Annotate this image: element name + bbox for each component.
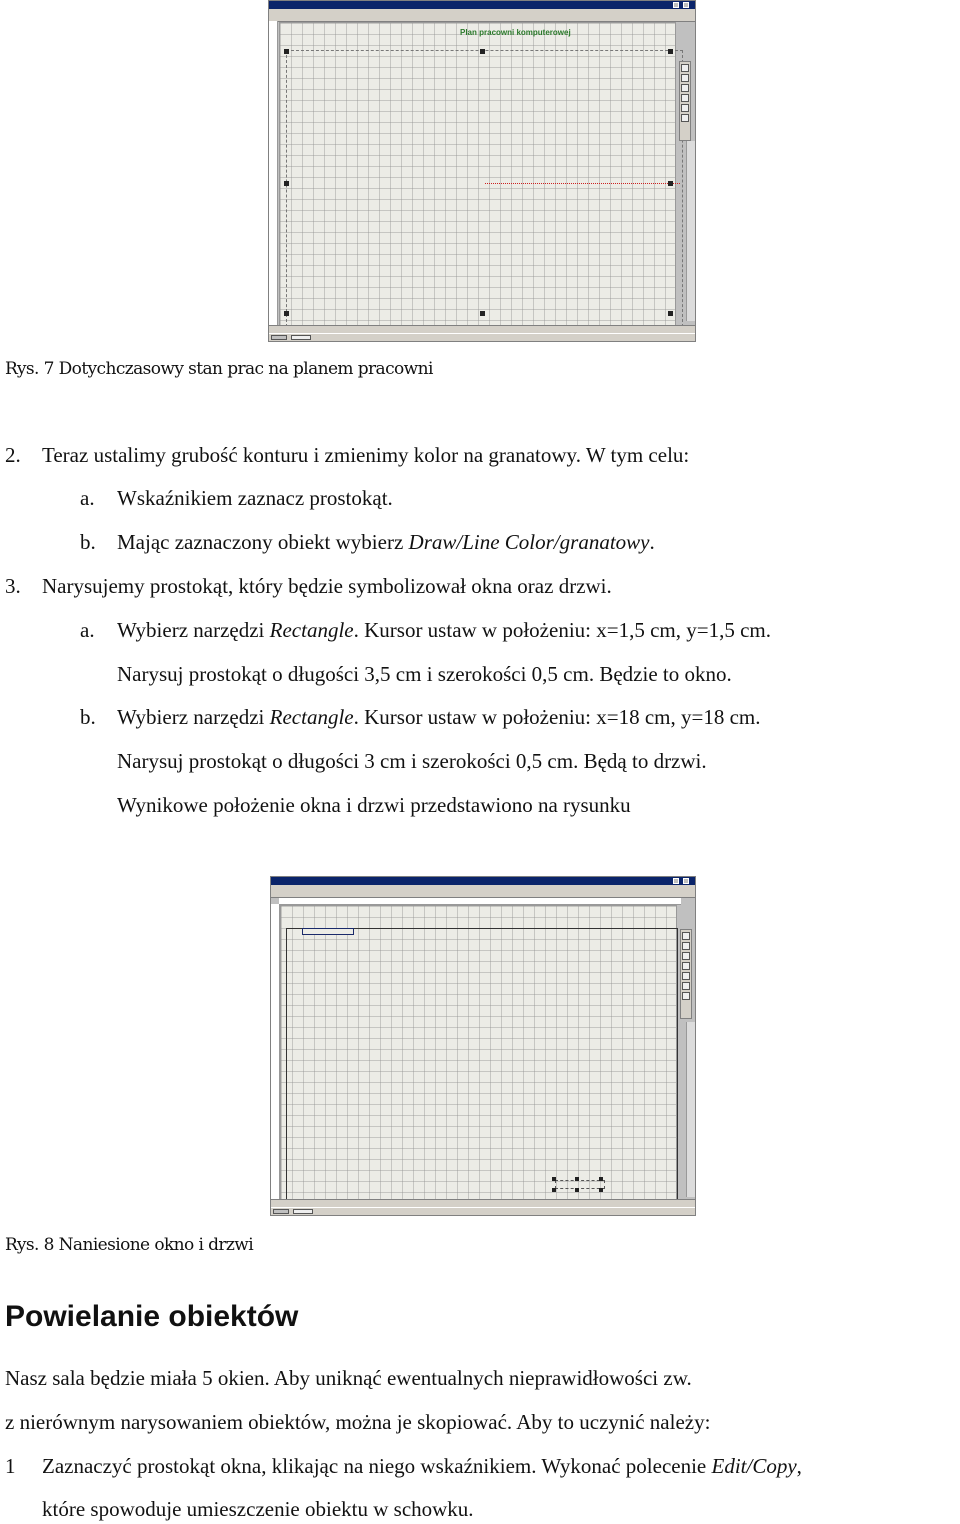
door-selection-handle[interactable] <box>575 1188 579 1192</box>
minimize-icon[interactable] <box>673 878 679 884</box>
paragraph-line-1: Nasz sala będzie miała 5 okien. Aby uniknąć ewentualnych nieprawidłowości zw. <box>5 1366 692 1390</box>
figure-1-screenshot <box>268 0 696 342</box>
door-selection-handle[interactable] <box>552 1188 556 1192</box>
figure-1-caption: Rys. 7 Dotychczasowy stan prac na planem pracowni <box>5 359 433 379</box>
close-icon[interactable] <box>683 2 689 8</box>
connector-tool-icon[interactable] <box>682 992 690 1000</box>
taskbar <box>271 1207 695 1215</box>
taskbar <box>269 333 695 341</box>
door-selection-handle[interactable] <box>552 1177 556 1181</box>
step-3b-result: Wynikowe położenie okna i drzwi przedstawiono na rysunku <box>117 793 631 817</box>
drawing-page[interactable] <box>280 905 677 1201</box>
line-tool-icon[interactable] <box>682 942 690 950</box>
rectangle-tool-icon[interactable] <box>682 952 690 960</box>
line-tool-icon[interactable] <box>681 74 689 82</box>
selection-handle[interactable] <box>284 181 289 186</box>
vertical-scrollbar[interactable] <box>686 1022 695 1197</box>
step-2b: b. Mając zaznaczony obiekt wybierz Draw/Line Color/granatowy. <box>80 530 655 554</box>
list-item-1-continued: które spowoduje umieszczenie obiektu w schowku. <box>42 1497 474 1521</box>
step-2a: a. Wskaźnikiem zaznacz prostokąt. <box>80 486 393 510</box>
window-titlebar <box>271 877 695 885</box>
menu-bar <box>269 9 695 16</box>
drawing-tools-palette <box>679 61 691 141</box>
step-3b: b. Wybierz narzędzi Rectangle. Kursor ustaw w położeniu: x=18 cm, y=18 cm. <box>80 705 761 729</box>
selected-room-outline[interactable] <box>286 50 683 327</box>
step-3: 3. Narysujemy prostokąt, który będzie symbolizował okna oraz drzwi. <box>5 574 612 598</box>
horizontal-ruler <box>279 898 681 905</box>
start-button[interactable] <box>273 1209 289 1214</box>
step-3b-continued: Narysuj prostokąt o długości 3 cm i szerokości 0,5 cm. Będą to drzwi. <box>117 749 707 773</box>
pencil-tool-icon[interactable] <box>682 982 690 990</box>
taskbar-app-button[interactable] <box>293 1209 313 1214</box>
text-tool-icon[interactable] <box>682 972 690 980</box>
drawing-tools-palette <box>680 929 692 1019</box>
vertical-ruler <box>269 21 278 326</box>
start-button[interactable] <box>271 335 287 340</box>
door-selection-handle[interactable] <box>599 1188 603 1192</box>
selection-handle[interactable] <box>284 311 289 316</box>
figure-2-screenshot <box>270 876 696 1216</box>
ellipse-tool-icon[interactable] <box>681 94 689 102</box>
pointer-tool-icon[interactable] <box>682 932 690 940</box>
rectangle-tool-icon[interactable] <box>681 84 689 92</box>
figure-2-caption: Rys. 8 Naniesione okno i drzwi <box>5 1235 254 1255</box>
door-selection-handle[interactable] <box>575 1177 579 1181</box>
text-tool-icon[interactable] <box>681 104 689 112</box>
menu-bar <box>271 885 695 892</box>
selection-handle[interactable] <box>668 311 673 316</box>
list-item-1: 1 Zaznaczyć prostokąt okna, klikając na niego wskaźnikiem. Wykonać polecenie Edit/Copy, <box>5 1454 802 1478</box>
selection-handle[interactable] <box>668 181 673 186</box>
door-rectangle[interactable] <box>555 1180 605 1189</box>
step-3a-continued: Narysuj prostokąt o długości 3,5 cm i szerokości 0,5 cm. Będzie to okno. <box>117 662 732 686</box>
selection-handle[interactable] <box>668 49 673 54</box>
taskbar-app-button[interactable] <box>291 335 311 340</box>
drawing-page[interactable] <box>279 22 676 328</box>
paragraph-line-2: z nierównym narysowaniem obiektów, można je skopiować. Aby to uczynić należy: <box>5 1410 711 1434</box>
selection-handle[interactable] <box>284 49 289 54</box>
ellipse-tool-icon[interactable] <box>682 962 690 970</box>
close-icon[interactable] <box>683 878 689 884</box>
selection-guide <box>485 183 680 184</box>
step-3a: a. Wybierz narzędzi Rectangle. Kursor ustaw w położeniu: x=1,5 cm, y=1,5 cm. <box>80 618 771 642</box>
vertical-ruler <box>271 904 280 1200</box>
window-rectangle[interactable] <box>302 928 354 935</box>
pointer-tool-icon[interactable] <box>681 64 689 72</box>
minimize-icon[interactable] <box>673 2 679 8</box>
plan-title: Plan pracowni komputerowej <box>460 28 571 37</box>
pencil-tool-icon[interactable] <box>681 114 689 122</box>
window-titlebar <box>269 1 695 9</box>
step-2: 2. Teraz ustalimy grubość konturu i zmienimy kolor na granatowy. W tym celu: <box>5 443 690 467</box>
door-selection-handle[interactable] <box>599 1177 603 1181</box>
vertical-scrollbar[interactable] <box>686 141 695 321</box>
room-outline[interactable] <box>286 928 678 1203</box>
selection-handle[interactable] <box>480 311 485 316</box>
selection-handle[interactable] <box>480 49 485 54</box>
section-heading: Powielanie obiektów <box>5 1300 299 1333</box>
